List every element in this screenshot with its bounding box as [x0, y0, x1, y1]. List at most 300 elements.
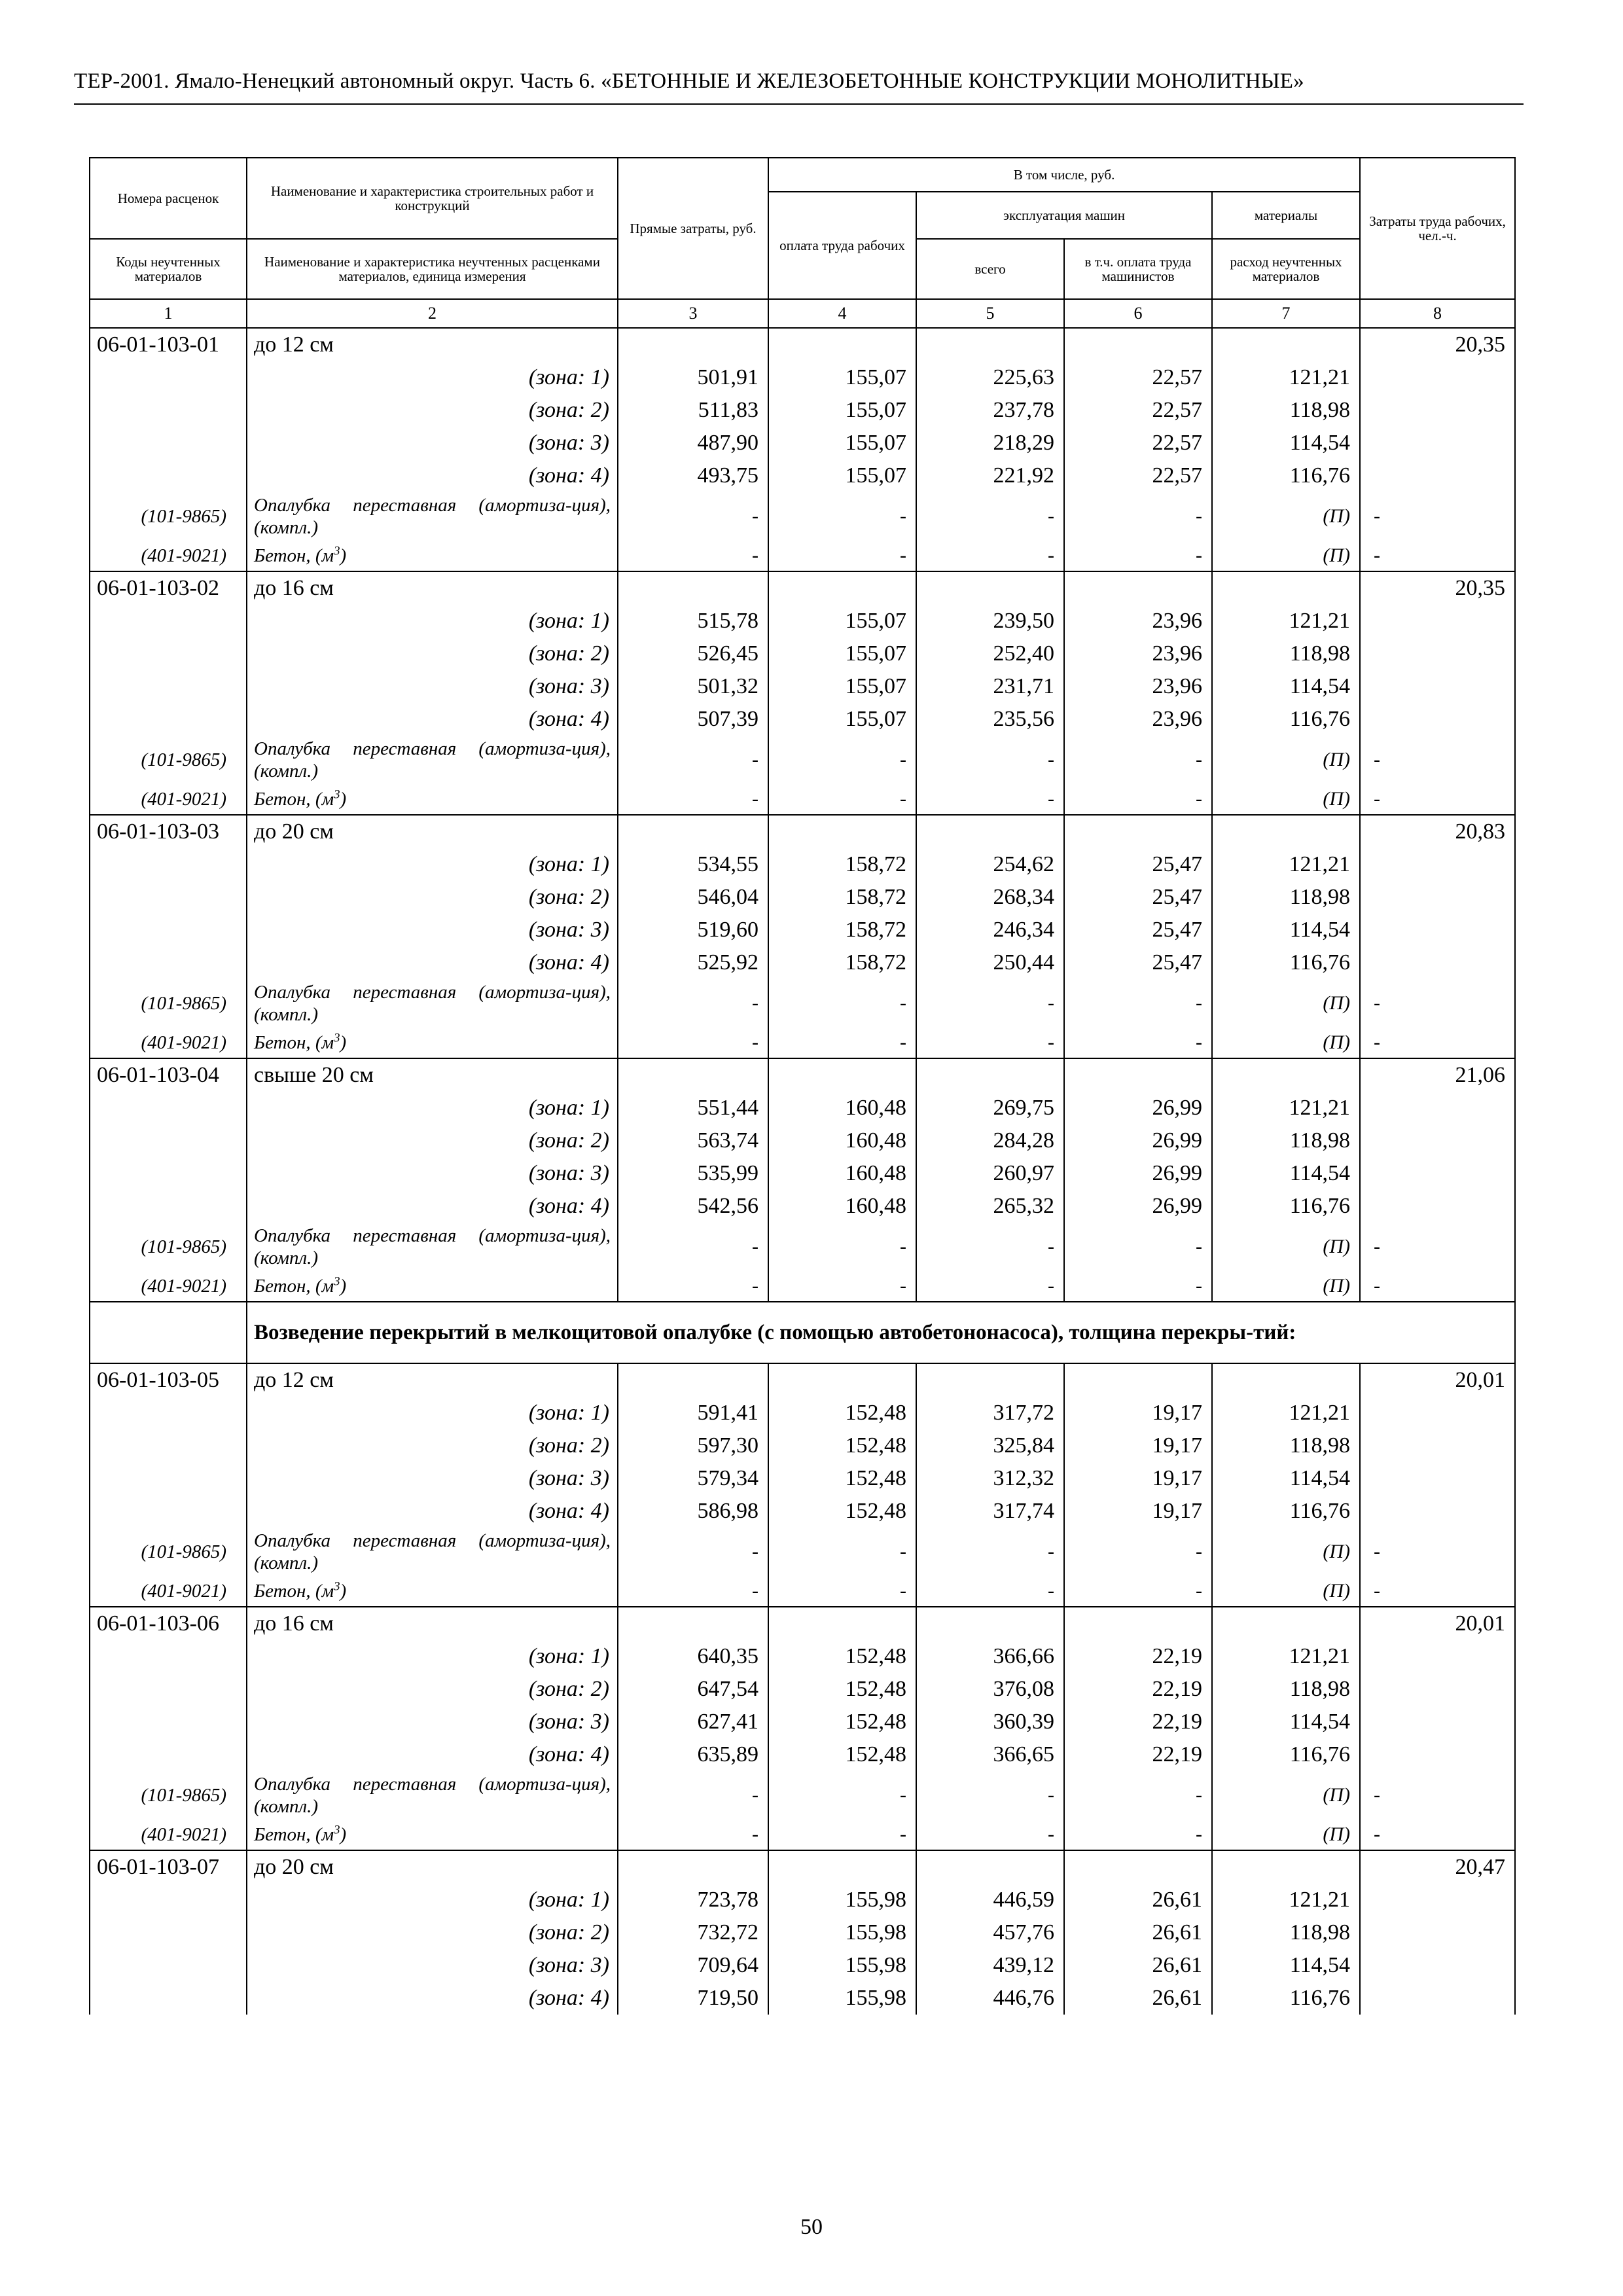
material-consumption-value: 118,98 — [1212, 1124, 1360, 1157]
wages-value: 152,48 — [768, 1495, 916, 1528]
head-labor: Затраты труда рабочих, чел.-ч. — [1360, 158, 1515, 299]
zone-label: (зона: 2) — [247, 394, 618, 427]
project-mark: (П) — [1212, 541, 1360, 571]
machinist-wages-value: 22,19 — [1064, 1640, 1212, 1673]
empty-cell — [1360, 1157, 1515, 1190]
machinist-wages-value: 25,47 — [1064, 914, 1212, 946]
head-unaccounted-codes: Коды неучтенных материалов — [90, 239, 247, 299]
material-consumption-value: 116,76 — [1212, 703, 1360, 736]
dash-value: - — [1064, 979, 1212, 1028]
zone-label: (зона: 3) — [247, 1157, 618, 1190]
material-code: (101-9865) — [90, 736, 247, 784]
dash-value: - — [618, 1820, 768, 1850]
zone-row — [90, 1157, 1515, 1190]
wages-value: 152,48 — [768, 1429, 916, 1462]
project-mark: (П) — [1212, 979, 1360, 1028]
empty-cell — [90, 427, 247, 459]
empty-cell — [768, 328, 916, 361]
unit-superscript: 3 — [334, 1031, 340, 1045]
rate-row — [90, 1607, 1515, 1640]
rate-name: свыше 20 см — [247, 1058, 618, 1092]
zone-label: (зона: 1) — [247, 1884, 618, 1916]
zone-row — [90, 1429, 1515, 1462]
empty-cell — [1360, 1429, 1515, 1462]
wages-value: 152,48 — [768, 1397, 916, 1429]
material-consumption-value: 114,54 — [1212, 1462, 1360, 1495]
wages-value: 158,72 — [768, 946, 916, 979]
project-mark: (П) — [1212, 1528, 1360, 1576]
machines-total-value: 317,74 — [916, 1495, 1064, 1528]
machines-total-value: 250,44 — [916, 946, 1064, 979]
direct-costs-value: 597,30 — [618, 1429, 768, 1462]
dash-value: - — [916, 541, 1064, 571]
zone-row — [90, 1495, 1515, 1528]
dash-value: - — [1360, 1820, 1515, 1850]
machines-total-value: 317,72 — [916, 1397, 1064, 1429]
material-name-close: ) — [340, 1276, 347, 1297]
zone-row — [90, 703, 1515, 736]
empty-cell — [1064, 571, 1212, 605]
project-mark: (П) — [1212, 1820, 1360, 1850]
dash-value: - — [1064, 736, 1212, 784]
empty-cell — [768, 571, 916, 605]
empty-cell — [90, 459, 247, 492]
labor-value: 20,35 — [1360, 571, 1515, 605]
project-mark: (П) — [1212, 492, 1360, 541]
col-number: 6 — [1064, 299, 1212, 328]
empty-cell — [1212, 328, 1360, 361]
empty-cell — [1360, 394, 1515, 427]
material-row — [90, 1223, 1515, 1271]
machinist-wages-value: 26,99 — [1064, 1092, 1212, 1124]
empty-cell — [1064, 815, 1212, 848]
empty-cell — [1212, 1058, 1360, 1092]
dash-value: - — [768, 541, 916, 571]
empty-cell — [1212, 1363, 1360, 1397]
material-consumption-value: 121,21 — [1212, 848, 1360, 881]
machines-total-value: 221,92 — [916, 459, 1064, 492]
direct-costs-value: 515,78 — [618, 605, 768, 637]
machines-total-value: 225,63 — [916, 361, 1064, 394]
wages-value: 158,72 — [768, 848, 916, 881]
material-consumption-value: 116,76 — [1212, 946, 1360, 979]
empty-cell — [90, 1429, 247, 1462]
zone-label: (зона: 2) — [247, 1673, 618, 1706]
material-name-text: Бетон, (м — [254, 1581, 334, 1602]
material-code: (101-9865) — [90, 1223, 247, 1271]
material-name-close: ) — [340, 545, 347, 566]
empty-cell — [1360, 1673, 1515, 1706]
material-row — [90, 784, 1515, 815]
empty-cell — [90, 1462, 247, 1495]
empty-cell — [90, 670, 247, 703]
zone-row — [90, 848, 1515, 881]
machinist-wages-value: 22,57 — [1064, 427, 1212, 459]
project-mark: (П) — [1212, 1271, 1360, 1302]
zone-row — [90, 1673, 1515, 1706]
machinist-wages-value: 26,99 — [1064, 1157, 1212, 1190]
material-name-text: Бетон, (м — [254, 1032, 334, 1053]
direct-costs-value: 542,56 — [618, 1190, 768, 1223]
rate-row — [90, 1363, 1515, 1397]
material-consumption-value: 116,76 — [1212, 1190, 1360, 1223]
material-row — [90, 541, 1515, 571]
zone-row — [90, 361, 1515, 394]
dash-value: - — [916, 736, 1064, 784]
material-row — [90, 1271, 1515, 1302]
dash-value: - — [1064, 1820, 1212, 1850]
rate-name: до 16 см — [247, 571, 618, 605]
empty-cell — [618, 1363, 768, 1397]
direct-costs-value: 487,90 — [618, 427, 768, 459]
rate-code: 06-01-103-02 — [90, 571, 247, 605]
wages-value: 155,07 — [768, 637, 916, 670]
rate-name: до 12 см — [247, 328, 618, 361]
col-number: 3 — [618, 299, 768, 328]
material-name: Опалубка переставная (амортиза-ция), (компл.) — [247, 1223, 618, 1271]
head-direct-costs: Прямые затраты, руб. — [618, 158, 768, 299]
col-number: 5 — [916, 299, 1064, 328]
rate-code: 06-01-103-03 — [90, 815, 247, 848]
dash-value: - — [1064, 1271, 1212, 1302]
table-header — [90, 158, 1515, 328]
machines-total-value: 366,65 — [916, 1738, 1064, 1771]
empty-cell — [916, 1850, 1064, 1884]
empty-cell — [1360, 946, 1515, 979]
machinist-wages-value: 23,96 — [1064, 637, 1212, 670]
direct-costs-value: 526,45 — [618, 637, 768, 670]
material-row — [90, 1028, 1515, 1058]
dash-value: - — [916, 1771, 1064, 1820]
wages-value: 158,72 — [768, 881, 916, 914]
machinist-wages-value: 22,57 — [1064, 394, 1212, 427]
direct-costs-value: 535,99 — [618, 1157, 768, 1190]
zone-row — [90, 881, 1515, 914]
direct-costs-value: 501,32 — [618, 670, 768, 703]
direct-costs-value: 519,60 — [618, 914, 768, 946]
dash-value: - — [1064, 784, 1212, 815]
dash-value: - — [768, 1028, 916, 1058]
machines-total-value: 366,66 — [916, 1640, 1064, 1673]
zone-label: (зона: 2) — [247, 881, 618, 914]
empty-cell — [768, 1363, 916, 1397]
empty-cell — [90, 394, 247, 427]
head-materials: материалы — [1212, 192, 1360, 239]
head-work-name: Наименование и характеристика строительных работ и конструкций — [247, 158, 618, 239]
wages-value: 152,48 — [768, 1738, 916, 1771]
zone-row — [90, 1190, 1515, 1223]
empty-cell — [1360, 914, 1515, 946]
zone-label: (зона: 4) — [247, 1738, 618, 1771]
empty-cell — [618, 1607, 768, 1640]
empty-cell — [916, 571, 1064, 605]
project-mark: (П) — [1212, 1576, 1360, 1607]
zone-row — [90, 1092, 1515, 1124]
empty-cell — [1360, 703, 1515, 736]
dash-value: - — [618, 1576, 768, 1607]
wages-value: 155,07 — [768, 361, 916, 394]
zone-row — [90, 605, 1515, 637]
empty-cell — [1360, 459, 1515, 492]
material-name — [247, 1576, 618, 1607]
empty-cell — [90, 1706, 247, 1738]
dash-value: - — [1360, 1271, 1515, 1302]
empty-cell — [1360, 1982, 1515, 2015]
machines-total-value: 284,28 — [916, 1124, 1064, 1157]
dash-value: - — [1360, 1528, 1515, 1576]
machines-total-value: 457,76 — [916, 1916, 1064, 1949]
machines-total-value: 439,12 — [916, 1949, 1064, 1982]
zone-label: (зона: 1) — [247, 1640, 618, 1673]
labor-value: 20,35 — [1360, 328, 1515, 361]
machines-total-value: 252,40 — [916, 637, 1064, 670]
zone-row — [90, 1706, 1515, 1738]
zone-row — [90, 946, 1515, 979]
rate-row — [90, 571, 1515, 605]
empty-cell — [618, 328, 768, 361]
labor-value: 20,01 — [1360, 1607, 1515, 1640]
section-heading-row — [90, 1302, 1515, 1363]
unit-superscript: 3 — [334, 1579, 340, 1594]
empty-cell — [1360, 1124, 1515, 1157]
direct-costs-value: 546,04 — [618, 881, 768, 914]
rate-code: 06-01-103-07 — [90, 1850, 247, 1884]
empty-cell — [916, 1058, 1064, 1092]
wages-value: 155,98 — [768, 1949, 916, 1982]
direct-costs-value: 732,72 — [618, 1916, 768, 1949]
head-unaccounted-name: Наименование и характеристика неучтенных расценками материалов, единица измерения — [247, 239, 618, 299]
material-name — [247, 1271, 618, 1302]
empty-cell — [1360, 1738, 1515, 1771]
wages-value: 155,07 — [768, 605, 916, 637]
machinist-wages-value: 25,47 — [1064, 881, 1212, 914]
empty-cell — [1360, 1916, 1515, 1949]
project-mark: (П) — [1212, 1223, 1360, 1271]
zone-label: (зона: 4) — [247, 1190, 618, 1223]
material-name: Опалубка переставная (амортиза-ция), (компл.) — [247, 492, 618, 541]
material-row — [90, 492, 1515, 541]
empty-cell — [1360, 427, 1515, 459]
empty-cell — [1360, 1462, 1515, 1495]
machinist-wages-value: 19,17 — [1064, 1495, 1212, 1528]
empty-cell — [1360, 1397, 1515, 1429]
material-name-close: ) — [340, 1824, 347, 1845]
machinist-wages-value: 26,99 — [1064, 1124, 1212, 1157]
empty-cell — [90, 637, 247, 670]
empty-cell — [1212, 1607, 1360, 1640]
machinist-wages-value: 26,61 — [1064, 1982, 1212, 2015]
machinist-wages-value: 26,61 — [1064, 1884, 1212, 1916]
labor-value: 21,06 — [1360, 1058, 1515, 1092]
col-number: 8 — [1360, 299, 1515, 328]
machinist-wages-value: 22,57 — [1064, 459, 1212, 492]
zone-label: (зона: 3) — [247, 670, 618, 703]
direct-costs-value: 640,35 — [618, 1640, 768, 1673]
material-name-close: ) — [340, 1581, 347, 1602]
material-consumption-value: 121,21 — [1212, 1397, 1360, 1429]
empty-cell — [90, 848, 247, 881]
machinist-wages-value: 25,47 — [1064, 946, 1212, 979]
empty-cell — [90, 1884, 247, 1916]
rate-name: до 20 см — [247, 815, 618, 848]
zone-row — [90, 1949, 1515, 1982]
zone-row — [90, 459, 1515, 492]
empty-cell — [1212, 815, 1360, 848]
rate-row — [90, 328, 1515, 361]
dash-value: - — [768, 1271, 916, 1302]
project-mark: (П) — [1212, 784, 1360, 815]
zone-label: (зона: 2) — [247, 1124, 618, 1157]
direct-costs-value: 501,91 — [618, 361, 768, 394]
empty-cell — [90, 703, 247, 736]
dash-value: - — [768, 1576, 916, 1607]
unit-superscript: 3 — [334, 787, 340, 802]
machines-total-value: 268,34 — [916, 881, 1064, 914]
material-code: (401-9021) — [90, 1028, 247, 1058]
dash-value: - — [618, 492, 768, 541]
head-wages: оплата труда рабочих — [768, 192, 916, 299]
material-consumption-value: 116,76 — [1212, 1738, 1360, 1771]
rate-row — [90, 815, 1515, 848]
material-row — [90, 1820, 1515, 1850]
material-consumption-value: 114,54 — [1212, 1949, 1360, 1982]
dash-value: - — [1360, 784, 1515, 815]
dash-value: - — [768, 736, 916, 784]
direct-costs-value: 719,50 — [618, 1982, 768, 2015]
dash-value: - — [618, 1771, 768, 1820]
empty-cell — [1360, 637, 1515, 670]
wages-value: 155,98 — [768, 1884, 916, 1916]
zone-row — [90, 1640, 1515, 1673]
dash-value: - — [916, 1271, 1064, 1302]
material-consumption-value: 118,98 — [1212, 1673, 1360, 1706]
material-name-text: Бетон, (м — [254, 545, 334, 566]
empty-cell — [618, 815, 768, 848]
material-consumption-value: 121,21 — [1212, 1640, 1360, 1673]
machines-total-value: 265,32 — [916, 1190, 1064, 1223]
empty-cell — [1360, 670, 1515, 703]
empty-cell — [90, 361, 247, 394]
material-consumption-value: 114,54 — [1212, 1706, 1360, 1738]
dash-value: - — [1360, 541, 1515, 571]
empty-cell — [1064, 1058, 1212, 1092]
wages-value: 152,48 — [768, 1706, 916, 1738]
material-code: (401-9021) — [90, 541, 247, 571]
dash-value: - — [1064, 1528, 1212, 1576]
dash-value: - — [768, 979, 916, 1028]
labor-value: 20,01 — [1360, 1363, 1515, 1397]
direct-costs-value: 647,54 — [618, 1673, 768, 1706]
dash-value: - — [768, 784, 916, 815]
direct-costs-value: 534,55 — [618, 848, 768, 881]
wages-value: 160,48 — [768, 1190, 916, 1223]
head-including: В том числе, руб. — [768, 158, 1360, 192]
empty-cell — [1360, 605, 1515, 637]
unit-superscript: 3 — [334, 1274, 340, 1289]
material-row — [90, 736, 1515, 784]
material-name-close: ) — [340, 1032, 347, 1053]
direct-costs-value: 511,83 — [618, 394, 768, 427]
empty-cell — [90, 1397, 247, 1429]
dash-value: - — [1360, 1223, 1515, 1271]
empty-cell — [90, 946, 247, 979]
dash-value: - — [618, 979, 768, 1028]
material-row — [90, 1771, 1515, 1820]
rate-row — [90, 1058, 1515, 1092]
labor-value: 20,83 — [1360, 815, 1515, 848]
material-name: Опалубка переставная (амортиза-ция), (компл.) — [247, 979, 618, 1028]
material-code: (401-9021) — [90, 1576, 247, 1607]
wages-value: 160,48 — [768, 1092, 916, 1124]
dash-value: - — [916, 1528, 1064, 1576]
material-row — [90, 1576, 1515, 1607]
dash-value: - — [1064, 541, 1212, 571]
rate-row — [90, 1850, 1515, 1884]
unit-superscript: 3 — [334, 544, 340, 558]
material-name: Опалубка переставная (амортиза-ция), (компл.) — [247, 1528, 618, 1576]
col-number: 4 — [768, 299, 916, 328]
machinist-wages-value: 22,19 — [1064, 1673, 1212, 1706]
material-consumption-value: 118,98 — [1212, 394, 1360, 427]
rate-name: до 12 см — [247, 1363, 618, 1397]
rate-name: до 20 см — [247, 1850, 618, 1884]
project-mark: (П) — [1212, 1028, 1360, 1058]
material-code: (401-9021) — [90, 784, 247, 815]
rates-table — [89, 157, 1516, 2015]
rate-code: 06-01-103-01 — [90, 328, 247, 361]
head-rate-numbers: Номера расценок — [90, 158, 247, 239]
wages-value: 160,48 — [768, 1124, 916, 1157]
labor-value: 20,47 — [1360, 1850, 1515, 1884]
material-consumption-value: 118,98 — [1212, 637, 1360, 670]
material-code: (101-9865) — [90, 979, 247, 1028]
machines-total-value: 260,97 — [916, 1157, 1064, 1190]
empty-cell — [618, 1058, 768, 1092]
wages-value: 152,48 — [768, 1462, 916, 1495]
wages-value: 155,07 — [768, 427, 916, 459]
zone-label: (зона: 4) — [247, 946, 618, 979]
dash-value: - — [916, 1576, 1064, 1607]
machinist-wages-value: 23,96 — [1064, 703, 1212, 736]
head-material-consumption: расход неучтенных материалов — [1212, 239, 1360, 299]
wages-value: 155,98 — [768, 1982, 916, 2015]
dash-value: - — [768, 492, 916, 541]
empty-cell — [916, 328, 1064, 361]
machines-total-value: 446,59 — [916, 1884, 1064, 1916]
material-consumption-value: 121,21 — [1212, 361, 1360, 394]
empty-cell — [1360, 1092, 1515, 1124]
empty-cell — [1064, 328, 1212, 361]
rate-code: 06-01-103-06 — [90, 1607, 247, 1640]
zone-row — [90, 914, 1515, 946]
material-code: (101-9865) — [90, 1771, 247, 1820]
empty-cell — [1360, 1640, 1515, 1673]
material-consumption-value: 116,76 — [1212, 459, 1360, 492]
empty-cell — [90, 881, 247, 914]
empty-cell — [90, 1916, 247, 1949]
dash-value: - — [916, 1223, 1064, 1271]
empty-cell — [90, 1738, 247, 1771]
dash-value: - — [916, 1028, 1064, 1058]
machines-total-value: 312,32 — [916, 1462, 1064, 1495]
col-number: 2 — [247, 299, 618, 328]
empty-cell — [768, 815, 916, 848]
machines-total-value: 254,62 — [916, 848, 1064, 881]
head-machinist-wages: в т.ч. оплата труда машинистов — [1064, 239, 1212, 299]
machinist-wages-value: 19,17 — [1064, 1429, 1212, 1462]
page-number: 50 — [800, 2215, 823, 2239]
empty-cell — [90, 605, 247, 637]
